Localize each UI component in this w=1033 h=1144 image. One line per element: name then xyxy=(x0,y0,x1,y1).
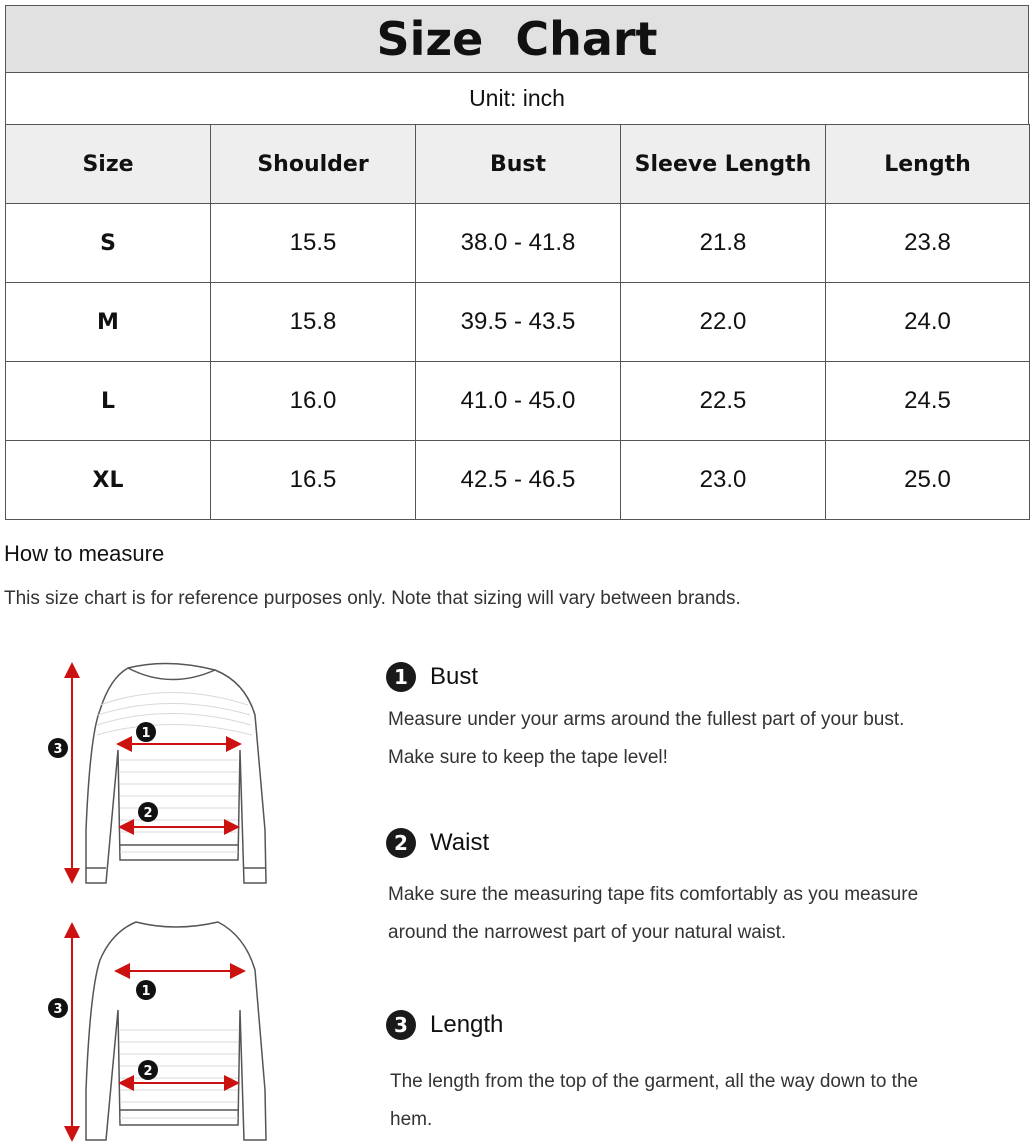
shoulder-cell: 15.5 xyxy=(211,204,416,283)
column-header-length: Length xyxy=(826,125,1030,204)
length-label: Length xyxy=(430,1011,504,1038)
chart-title: Size Chart xyxy=(5,5,1029,73)
sleeve-length-cell: 22.0 xyxy=(621,283,826,362)
bust-cell: 38.0 - 41.8 xyxy=(416,204,621,283)
waist-instruction-line-2: around the narrowest part of your natural waist. xyxy=(388,922,787,943)
column-header-bust: Bust xyxy=(416,125,621,204)
bust-instructions xyxy=(388,701,1008,777)
shoulder-cell: 15.8 xyxy=(211,283,416,362)
size-cell: S xyxy=(6,204,211,283)
length-cell: 23.8 xyxy=(826,204,1030,283)
length-instruction-line-2: hem. xyxy=(390,1109,433,1130)
bust-cell: 41.0 - 45.0 xyxy=(416,362,621,441)
shoulder-cell: 16.5 xyxy=(211,441,416,520)
front-marker-waist-label: 2 xyxy=(143,806,153,821)
length-heading xyxy=(386,1010,503,1040)
size-cell: L xyxy=(6,362,211,441)
sweater-back-view xyxy=(86,922,266,1140)
sweater-measurement-illustration xyxy=(0,640,360,1144)
sleeve-length-cell: 22.5 xyxy=(621,362,826,441)
waist-label: Waist xyxy=(430,829,490,856)
size-cell: XL xyxy=(6,441,211,520)
length-instruction-line-1: The length from the top of the garment, all the way down to the xyxy=(390,1071,919,1092)
front-marker-length xyxy=(48,738,68,758)
size-cell: M xyxy=(6,283,211,362)
column-header-size: Size xyxy=(6,125,211,204)
sleeve-length-cell: 23.0 xyxy=(621,441,826,520)
waist-number-badge: 2 xyxy=(386,828,416,858)
bust-cell: 39.5 - 43.5 xyxy=(416,283,621,362)
waist-heading xyxy=(386,828,489,858)
bust-instruction-line-1: Measure under your arms around the fullest part of your bust. xyxy=(388,709,905,730)
sweater-front-view xyxy=(86,663,266,883)
table-row xyxy=(6,362,1030,441)
length-cell: 25.0 xyxy=(826,441,1030,520)
waist-instruction-line-1: Make sure the measuring tape fits comfortably as you measure xyxy=(388,884,919,905)
size-table xyxy=(5,124,1030,520)
sleeve-length-cell: 21.8 xyxy=(621,204,826,283)
back-marker-bust xyxy=(136,980,156,1000)
front-marker-waist xyxy=(138,802,158,822)
length-instructions xyxy=(390,1063,1010,1139)
reference-note: This size chart is for reference purposes only. Note that sizing will vary between brands. xyxy=(4,588,741,609)
length-cell: 24.5 xyxy=(826,362,1030,441)
back-marker-length xyxy=(48,998,68,1018)
table-row xyxy=(6,441,1030,520)
length-number-badge: 3 xyxy=(386,1010,416,1040)
column-header-sleeve-length: Sleeve Length xyxy=(621,125,826,204)
how-to-measure-heading: How to measure xyxy=(4,541,165,566)
back-marker-length-label: 3 xyxy=(53,1002,63,1017)
back-marker-bust-label: 1 xyxy=(141,984,151,999)
unit-label: Unit: inch xyxy=(5,73,1029,125)
column-header-shoulder: Shoulder xyxy=(211,125,416,204)
waist-instructions xyxy=(388,876,1008,952)
table-row xyxy=(6,204,1030,283)
table-row xyxy=(6,283,1030,362)
front-marker-length-label: 3 xyxy=(53,742,63,757)
bust-heading xyxy=(386,662,478,692)
shoulder-cell: 16.0 xyxy=(211,362,416,441)
bust-label: Bust xyxy=(430,663,479,690)
bust-instruction-line-2: Make sure to keep the tape level! xyxy=(388,747,668,768)
back-marker-waist xyxy=(138,1060,158,1080)
back-marker-waist-label: 2 xyxy=(143,1064,153,1079)
bust-cell: 42.5 - 46.5 xyxy=(416,441,621,520)
bust-number-badge: 1 xyxy=(386,662,416,692)
table-header-row xyxy=(6,125,1030,204)
front-marker-bust-label: 1 xyxy=(141,726,151,741)
front-marker-bust xyxy=(136,722,156,742)
length-cell: 24.0 xyxy=(826,283,1030,362)
